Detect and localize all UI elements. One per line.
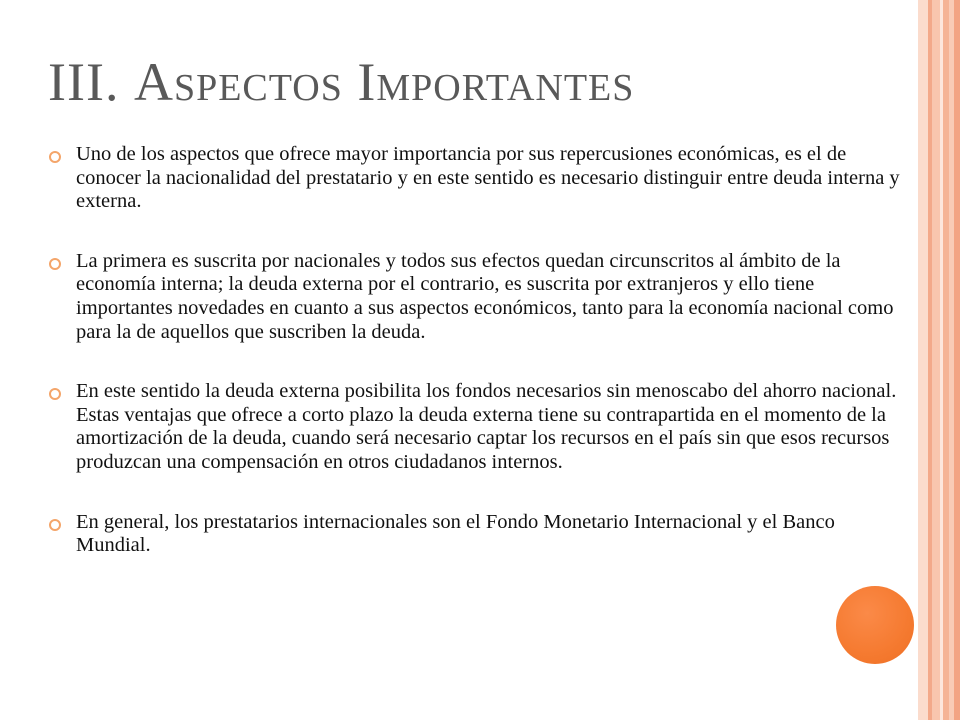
title-main: Aspectos Importantes [133,52,635,112]
slide-title [48,50,634,114]
bullet-circle-icon [49,388,61,400]
bullet-text: Uno de los aspectos que ofrece mayor importancia por sus repercusiones económicas, es el de conocer la nacionalidad del prestatario y en este sentido es necesario distinguir entre deuda interna y externa. [76,143,900,213]
bullet-text: En este sentido la deuda externa posibilita los fondos necesarios sin menoscabo del ahorro nacional. Estas ventajas que ofrece a corto plazo la deuda externa tiene su contrapartida en el momento de la amortización de la deuda, cuando será necesario captar los recursos en el país sin que esos recursos produzcan una compensación en otros ciudadanos internos. [76,380,897,473]
bullet-item [48,380,908,474]
bullet-item [48,143,908,214]
decorative-orange-circle [836,586,914,664]
bullet-text: En general, los prestatarios internacionales son el Fondo Monetario Internacional y el Banco Mundial. [76,510,835,557]
bullet-circle-icon [49,519,61,531]
bullet-list [48,143,908,594]
bullet-circle-icon [49,258,61,270]
decorative-side-stripes [918,0,960,720]
title-prefix: III. [48,52,134,112]
bullet-item [48,250,908,344]
stripe [932,0,940,720]
bullet-item [48,511,908,558]
stripe [954,0,960,720]
stripe [918,0,928,720]
bullet-circle-icon [49,151,61,163]
bullet-text: La primera es suscrita por nacionales y todos sus efectos quedan circunscritos al ámbito de la economía interna; la deuda externa por el contrario, es suscrita por extranjeros y ello tiene importantes novedades en cuanto a sus aspectos económicos, tanto para la economía nacional como para la de aquellos que suscriben la deuda. [76,249,894,343]
